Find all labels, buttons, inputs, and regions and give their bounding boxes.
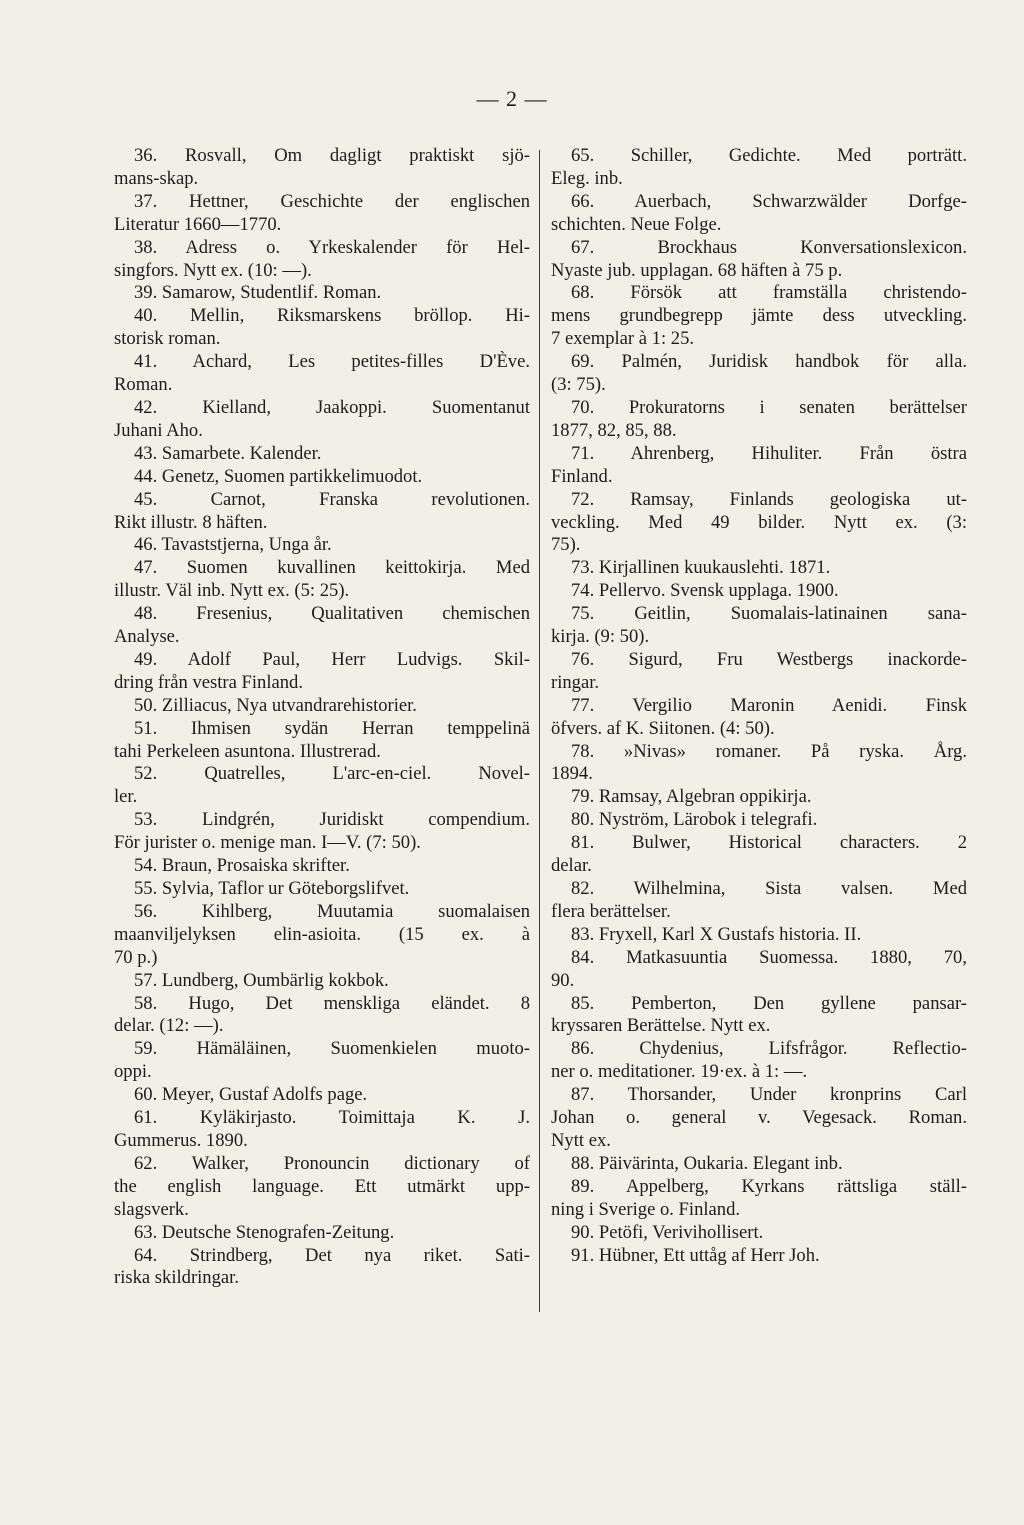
catalog-entry [114,145,530,191]
entry-line: 51. Ihmisen sydän Herran temppelinä [134,717,530,739]
catalog-entry [551,1038,967,1084]
entry-line: 65. Schiller, Gedichte. Med porträtt. [571,145,967,166]
catalog-entry [551,580,967,603]
entry-line: 57. Lundberg, Oumbärlig kokbok. [134,969,389,991]
catalog-entry [114,1245,530,1291]
entry-line: 82. Wilhelmina, Sista valsen. Med [571,878,967,899]
catalog-entry [551,832,967,878]
entry-line: flera berättelser. [551,900,671,922]
entry-line: 43. Samarbete. Kalender. [134,442,322,464]
catalog-entry [114,901,530,970]
entry-line: 1877, 82, 85, 88. [551,419,677,441]
entry-line: 62. Walker, Pronouncin dictionary of [134,1152,530,1174]
entry-line: Eleg. inb. [551,167,623,189]
entry-line: 91. Hübner, Ett uttåg af Herr Joh. [571,1244,820,1266]
entry-line: 70 p.) [114,946,158,968]
catalog-entry [114,603,530,649]
entry-line: the english language. Ett utmärkt upp- [114,1175,530,1197]
entry-line: 42. Kielland, Jaakoppi. Suomentanut [134,396,530,418]
catalog-entry [551,649,967,695]
entry-line: 53. Lindgrén, Juridiskt compendium. [134,809,530,831]
entry-line: 45. Carnot, Franska revolutionen. [134,488,530,510]
entry-line: 44. Genetz, Suomen partikkelimuodot. [134,465,423,487]
entry-line: Juhani Aho. [114,419,203,441]
entry-line: 81. Bulwer, Historical characters. 2 [571,832,967,854]
catalog-entry [114,489,530,535]
entry-line: 40. Mellin, Riksmarskens bröllop. Hi- [134,305,530,327]
entry-line: 84. Matkasuuntia Suomessa. 1880, 70, [571,946,967,968]
catalog-entry [114,970,530,993]
catalog-entry [114,763,530,809]
entry-line: 56. Kihlberg, Muutamia suomalaisen [134,900,530,922]
entry-line: singfors. Nytt ex. (10: —). [114,259,312,281]
entry-line: Gummerus. 1890. [114,1129,248,1151]
catalog-entry [551,1222,967,1245]
entry-line: ringar. [551,671,600,693]
entry-line: 75. Geitlin, Suomalais-latinainen sana- [571,603,967,625]
entry-line: 52. Quatrelles, L'arc-en-ciel. Novel- [134,763,530,785]
catalog-entry [114,191,530,237]
catalog-entry [114,993,530,1039]
entry-line: ler. [114,786,138,808]
catalog-entry [114,878,530,901]
entry-line: storisk roman. [114,328,221,350]
entry-line: 63. Deutsche Stenografen-Zeitung. [134,1221,395,1243]
entry-line: 69. Palmén, Juridisk handbok för alla. [571,351,967,373]
entry-line: 90. Petöfi, Verivihollisert. [571,1221,764,1243]
catalog-entry [551,947,967,993]
entry-line: 87. Thorsander, Under kronprins Carl [571,1084,967,1106]
entry-line: 71. Ahrenberg, Hihuliter. Från östra [571,442,967,464]
entry-line: 67. Brockhaus Konversationslexicon. [571,236,967,258]
entry-line: 55. Sylvia, Taflor ur Göteborgslifvet. [134,878,410,899]
catalog-entry [551,443,967,489]
entry-line: tahi Perkeleen asuntona. Illustrerad. [114,740,381,762]
entry-line: 83. Fryxell, Karl X Gustafs historia. II. [571,923,862,945]
entry-line: 58. Hugo, Det menskliga eländet. 8 [134,992,530,1014]
entry-line: 7 exemplar à 1: 25. [551,328,695,350]
entry-line: delar. (12: —). [114,1015,224,1037]
entry-line: 37. Hettner, Geschichte der englischen [134,190,530,212]
entry-line: Analyse. [114,626,180,648]
catalog-entry [114,649,530,695]
catalog-entry [551,145,967,191]
catalog-entry [114,397,530,443]
catalog-entry [114,809,530,855]
entry-line: riska skildringar. [114,1267,239,1289]
entry-line: 80. Nyström, Lärobok i telegrafi. [571,809,818,831]
catalog-entry [551,1176,967,1222]
catalog-entry [551,557,967,580]
entry-line: ner o. meditationer. 19·ex. à 1: —. [551,1061,808,1083]
catalog-entry [114,695,530,718]
catalog-entry [114,557,530,603]
catalog-entry [551,489,967,558]
catalog-entry [114,305,530,351]
entry-line: maanviljelyksen elin-asioita. (15 ex. à [114,923,530,945]
entry-line: mens grundbegrepp jämte dess utveckling. [551,305,967,327]
catalog-entry [114,237,530,283]
entry-line: illustr. Väl inb. Nytt ex. (5: 25). [114,580,350,602]
right-column [551,145,967,1267]
catalog-entry [114,1084,530,1107]
catalog-entry [551,924,967,947]
column-divider [539,150,540,1312]
catalog-entry [114,443,530,466]
entry-line: Rikt illustr. 8 häften. [114,511,268,533]
entry-line: 68. Försök att framställa christendo- [571,282,967,304]
entry-line: 54. Braun, Prosaiska skrifter. [134,855,350,877]
page-number: — 2 — [476,86,548,111]
entry-line: 39. Samarow, Studentlif. Roman. [134,282,382,304]
entry-line: delar. [551,855,592,877]
catalog-entry [551,1245,967,1268]
catalog-entry [114,351,530,397]
catalog-entry [551,397,967,443]
entry-line: 48. Fresenius, Qualitativen chemischen [134,603,530,625]
catalog-entry [551,282,967,351]
catalog-entry [114,718,530,764]
entry-line: 41. Achard, Les petites-filles D'Ève. [134,351,530,373]
entry-line: mans-skap. [114,167,199,189]
catalog-entry [551,809,967,832]
entry-line: dring från vestra Finland. [114,671,303,693]
catalog-entry [114,466,530,489]
catalog-entry [551,1153,967,1176]
entry-line: 86. Chydenius, Lifsfrågor. Reflectio- [571,1038,967,1060]
entry-line: Roman. [114,374,173,396]
entry-line: 49. Adolf Paul, Herr Ludvigs. Skil- [134,648,530,670]
entry-line: 85. Pemberton, Den gyllene pansar- [571,992,967,1014]
catalog-entry [551,993,967,1039]
catalog-entry [551,603,967,649]
entry-line: 73. Kirjallinen kuukauslehti. 1871. [571,557,831,579]
catalog-entry [114,855,530,878]
entry-line: 75). [551,534,581,556]
entry-line: Literatur 1660—1770. [114,213,282,235]
catalog-entry [114,1222,530,1245]
entry-line: Nytt ex. [551,1129,611,1151]
entry-line: 59. Hämäläinen, Suomenkielen muoto- [134,1038,530,1060]
entry-line: schichten. Neue Folge. [551,213,722,235]
catalog-entry [114,1153,530,1222]
catalog-entry [114,282,530,305]
catalog-entry [114,1038,530,1084]
catalog-entry [551,237,967,283]
catalog-entry [114,534,530,557]
catalog-entry [551,1084,967,1153]
entry-line: oppi. [114,1061,152,1083]
entry-line: 88. Päivärinta, Oukaria. Elegant inb. [571,1152,843,1174]
entry-line: kryssaren Berättelse. Nytt ex. [551,1015,771,1037]
entry-line: 60. Meyer, Gustaf Adolfs page. [134,1084,368,1106]
entry-line: 74. Pellervo. Svensk upplaga. 1900. [571,580,839,602]
catalog-entry [551,878,967,924]
entry-line: 90. [551,969,575,991]
entry-line: 66. Auerbach, Schwarzwälder Dorfge- [571,190,967,212]
catalog-entry [114,1107,530,1153]
entry-line: 1894. [551,763,593,785]
entry-line: slagsverk. [114,1198,189,1220]
entry-line: 78. »Nivas» romaner. På ryska. Årg. [571,740,967,762]
entry-line: ning i Sverige o. Finland. [551,1198,741,1220]
entry-line: 89. Appelberg, Kyrkans rättsliga ställ- [571,1175,967,1197]
left-column [114,145,530,1290]
entry-line: 70. Prokuratorns i senaten berättelser [571,396,967,418]
entry-line: 61. Kyläkirjasto. Toimittaja K. J. [134,1107,530,1129]
entry-line: kirja. (9: 50). [551,626,650,648]
entry-line: 77. Vergilio Maronin Aenidi. Finsk [571,694,967,716]
entry-line: 64. Strindberg, Det nya riket. Sati- [134,1244,530,1266]
entry-line: 72. Ramsay, Finlands geologiska ut- [571,488,967,510]
entry-line: 46. Tavaststjerna, Unga år. [134,534,332,556]
entry-line: veckling. Med 49 bilder. Nytt ex. (3: [551,511,967,533]
entry-line: 36. Rosvall, Om dagligt praktiskt sjö- [134,145,530,166]
entry-line: 38. Adress o. Yrkeskalender för Hel- [134,236,530,258]
entry-line: Johan o. general v. Vegesack. Roman. [551,1107,967,1129]
catalog-entry [551,741,967,787]
catalog-entry [551,786,967,809]
entry-line: 76. Sigurd, Fru Westbergs inackorde- [571,648,967,670]
entry-line: öfvers. af K. Siitonen. (4: 50). [551,717,775,739]
entry-line: Finland. [551,465,613,487]
entry-line: 79. Ramsay, Algebran oppikirja. [571,786,812,808]
entry-line: Nyaste jub. upplagan. 68 häften à 75 p. [551,259,843,281]
entry-line: (3: 75). [551,374,606,396]
catalog-entry [551,695,967,741]
catalog-entry [551,351,967,397]
entry-line: 50. Zilliacus, Nya utvandrarehistorier. [134,694,417,716]
entry-line: 47. Suomen kuvallinen keittokirja. Med [134,557,530,579]
entry-line: För jurister o. menige man. I—V. (7: 50). [114,832,421,854]
catalog-entry [551,191,967,237]
